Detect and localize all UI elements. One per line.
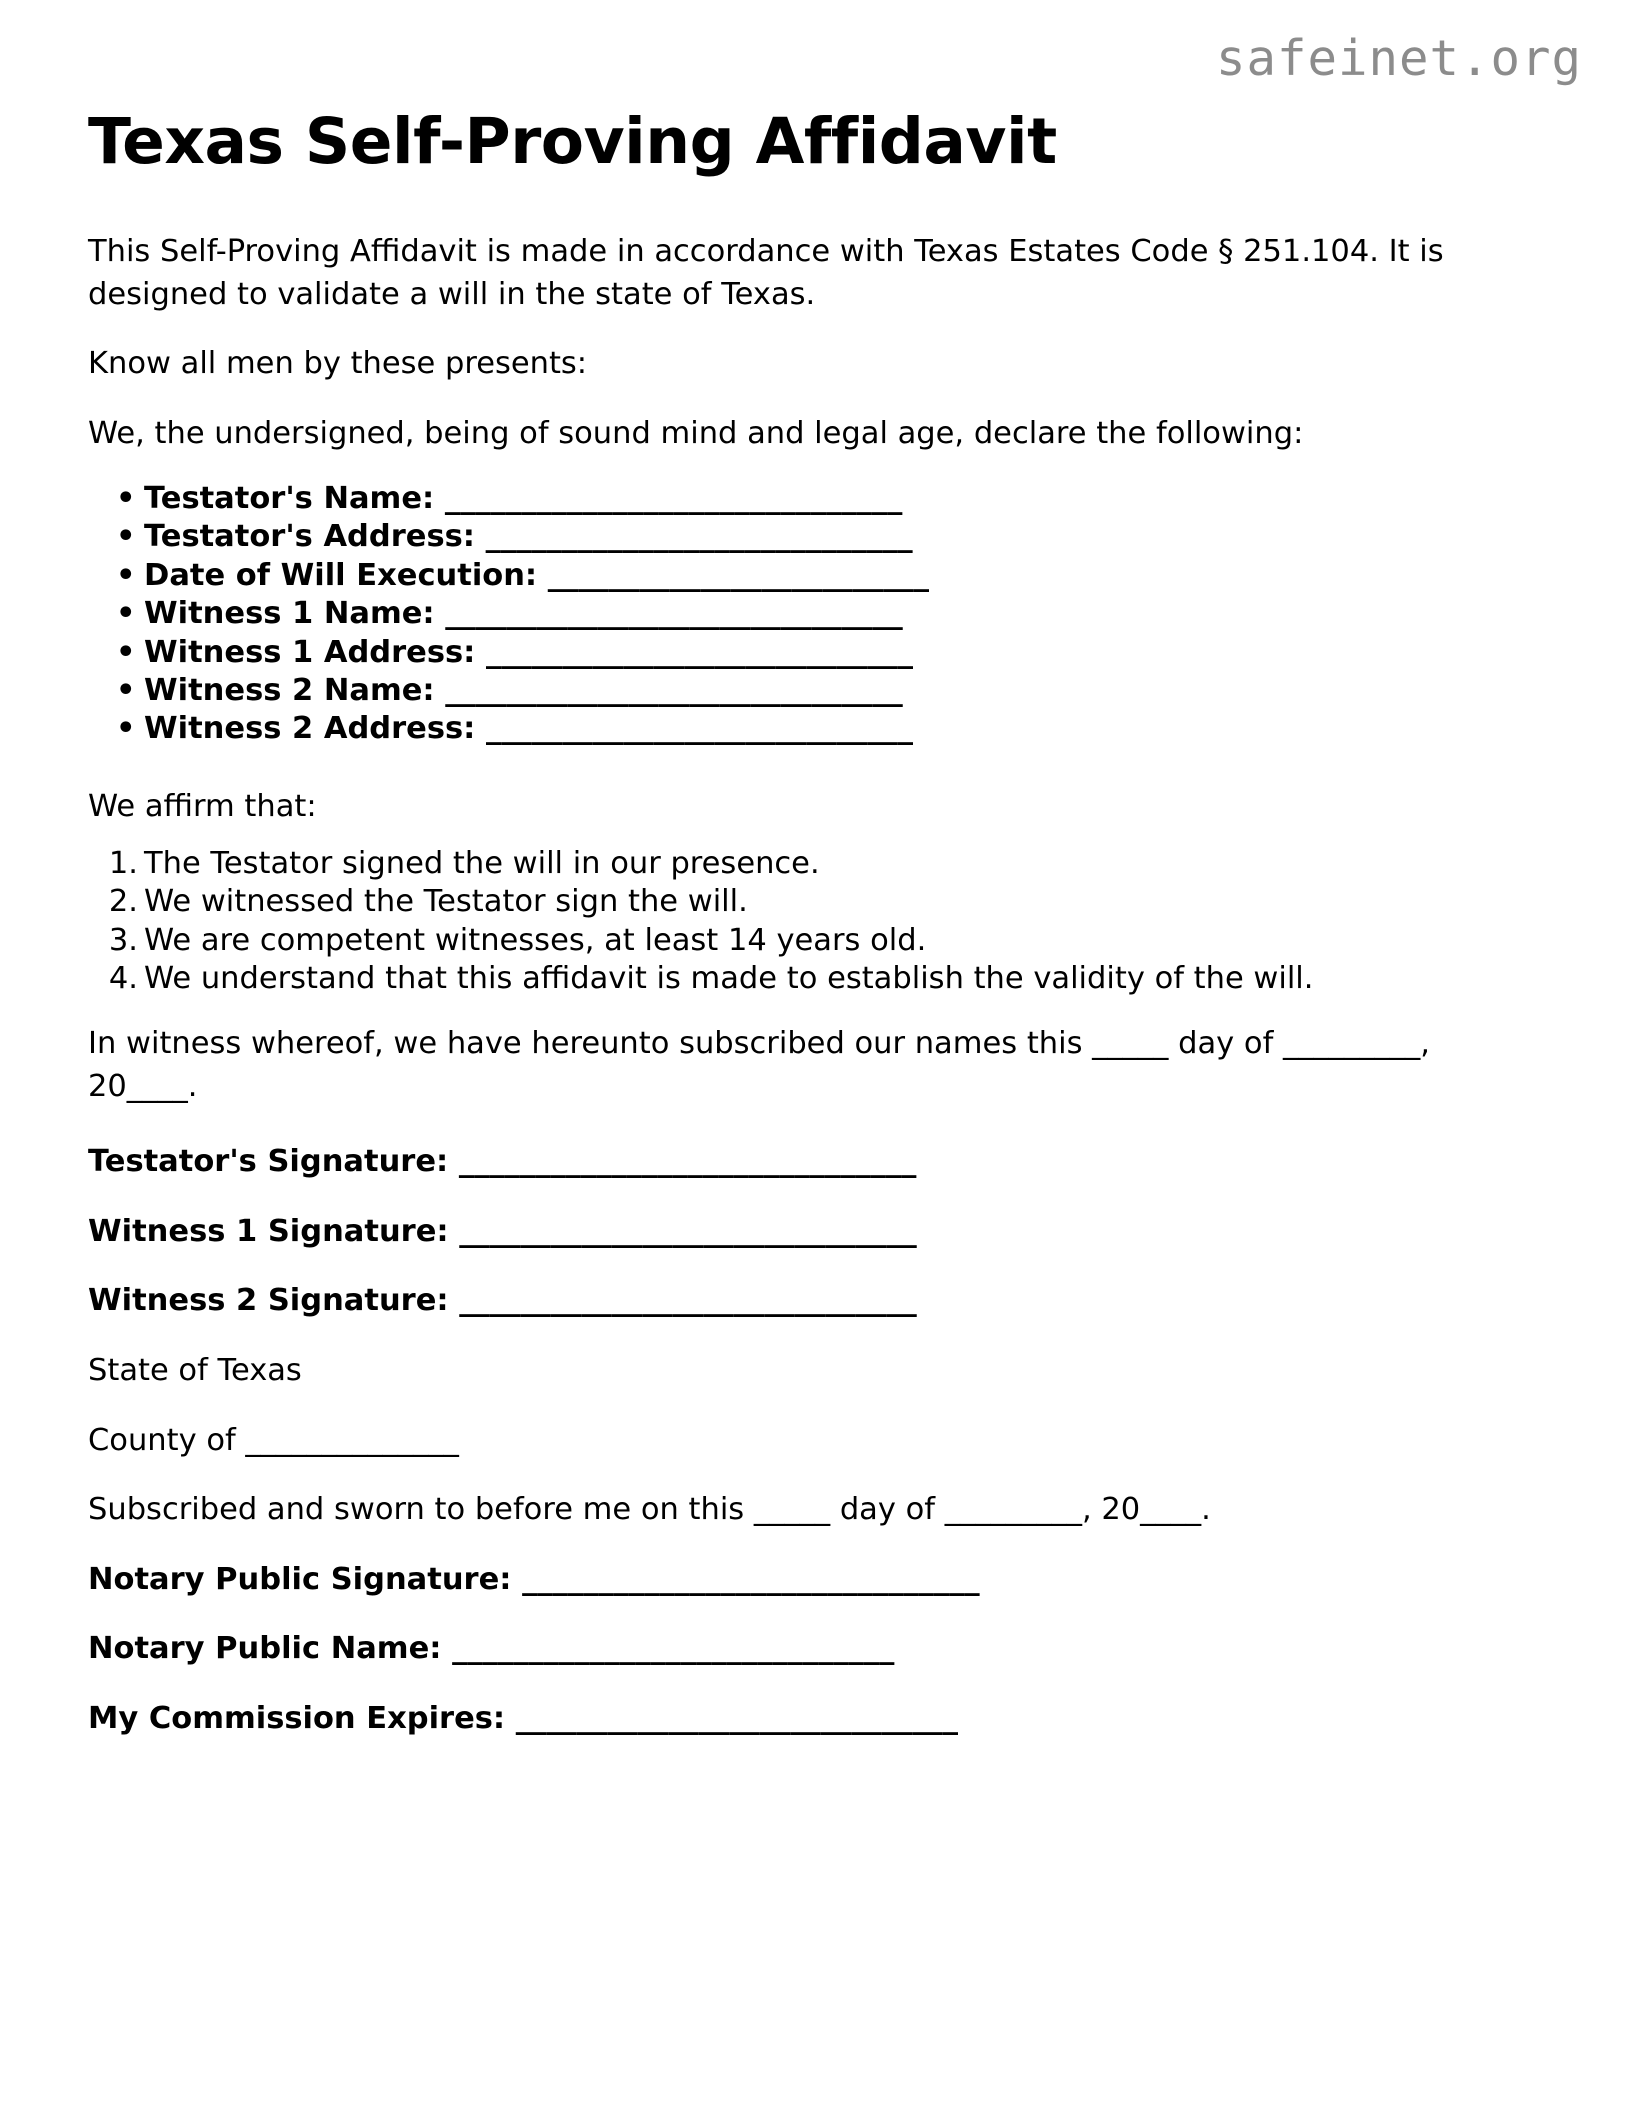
list-item: The Testator signed the will in our presence.	[144, 846, 820, 881]
field-label: Witness 2 Name:	[144, 673, 435, 709]
commission-expires-line	[88, 1697, 958, 1740]
notary-blank[interactable]: _____________________________	[515, 1701, 959, 1736]
signature-blank[interactable]: ______________________________	[459, 1283, 917, 1318]
field-blank[interactable]: ______________________________	[445, 673, 903, 709]
signature-blank[interactable]: ______________________________	[458, 1144, 917, 1179]
notary-label: Notary Public Signature:	[88, 1562, 512, 1597]
notary-signature-line	[88, 1558, 980, 1601]
testator-signature-line	[88, 1140, 916, 1183]
undersigned-declaration-line: We, the undersigned, being of sound mind and legal age, declare the following:	[88, 416, 1304, 451]
state-line: State of Texas	[88, 1353, 302, 1388]
notary-label: My Commission Expires:	[88, 1701, 506, 1736]
witness2-signature-line	[88, 1279, 917, 1322]
witness1-signature-line	[88, 1210, 917, 1253]
field-label: Witness 1 Address:	[144, 634, 476, 670]
sworn-statement-line: Subscribed and sworn to before me on this _____ day of _________, 20____.	[88, 1492, 1211, 1527]
field-blank[interactable]: ____________________________	[485, 634, 913, 670]
field-blank[interactable]: ______________________________	[445, 596, 903, 632]
list-item	[144, 480, 929, 518]
list-item	[144, 634, 929, 672]
list-item	[144, 672, 929, 710]
signature-blank[interactable]: ______________________________	[459, 1214, 917, 1249]
in-witness-whereof-paragraph: In witness whereof, we have hereunto subscribed our names this _____ day of _________, 20____.	[88, 1026, 1430, 1105]
field-label: Witness 2 Address:	[144, 711, 476, 747]
signature-label: Witness 1 Signature:	[88, 1214, 449, 1249]
field-blank[interactable]: ____________________________	[485, 711, 913, 747]
notary-blank[interactable]: _____________________________	[452, 1631, 895, 1666]
field-label: Testator's Address:	[144, 519, 475, 555]
list-item: We understand that this affidavit is made to establish the validity of the will.	[144, 961, 1314, 997]
site-watermark: safeinet.org	[1215, 30, 1582, 87]
list-item	[144, 518, 929, 556]
list-item: We are competent witnesses, at least 14 years old.	[144, 922, 927, 958]
notary-blank[interactable]: ______________________________	[522, 1562, 980, 1597]
signature-label: Witness 2 Signature:	[88, 1283, 449, 1318]
affirmation-list	[88, 845, 1313, 999]
signature-label: Testator's Signature:	[88, 1144, 449, 1179]
list-item	[144, 710, 929, 748]
field-blank[interactable]: ____________________________	[485, 519, 913, 555]
field-blank[interactable]: ______________________________	[444, 481, 903, 516]
list-item: We witnessed the Testator sign the will.	[144, 884, 748, 920]
testator-witness-field-list	[88, 480, 929, 749]
county-line[interactable]: County of ______________	[88, 1423, 459, 1458]
know-all-men-line: Know all men by these presents:	[88, 346, 588, 381]
affirm-intro-line: We affirm that:	[88, 789, 317, 824]
notary-label: Notary Public Name:	[88, 1631, 442, 1666]
page-title: Texas Self-Proving Affidavit	[88, 105, 1057, 178]
list-item	[144, 595, 929, 633]
field-label: Date of Will Execution:	[144, 557, 538, 593]
field-label: Testator's Name:	[144, 481, 435, 516]
intro-paragraph: This Self-Proving Affidavit is made in accordance with Texas Estates Code § 251.104. It is designed to validate a will in the state of Texas.	[88, 234, 1444, 313]
field-blank[interactable]: _________________________	[547, 557, 930, 593]
list-item	[144, 557, 929, 595]
notary-name-line	[88, 1627, 894, 1670]
field-label: Witness 1 Name:	[144, 596, 435, 632]
